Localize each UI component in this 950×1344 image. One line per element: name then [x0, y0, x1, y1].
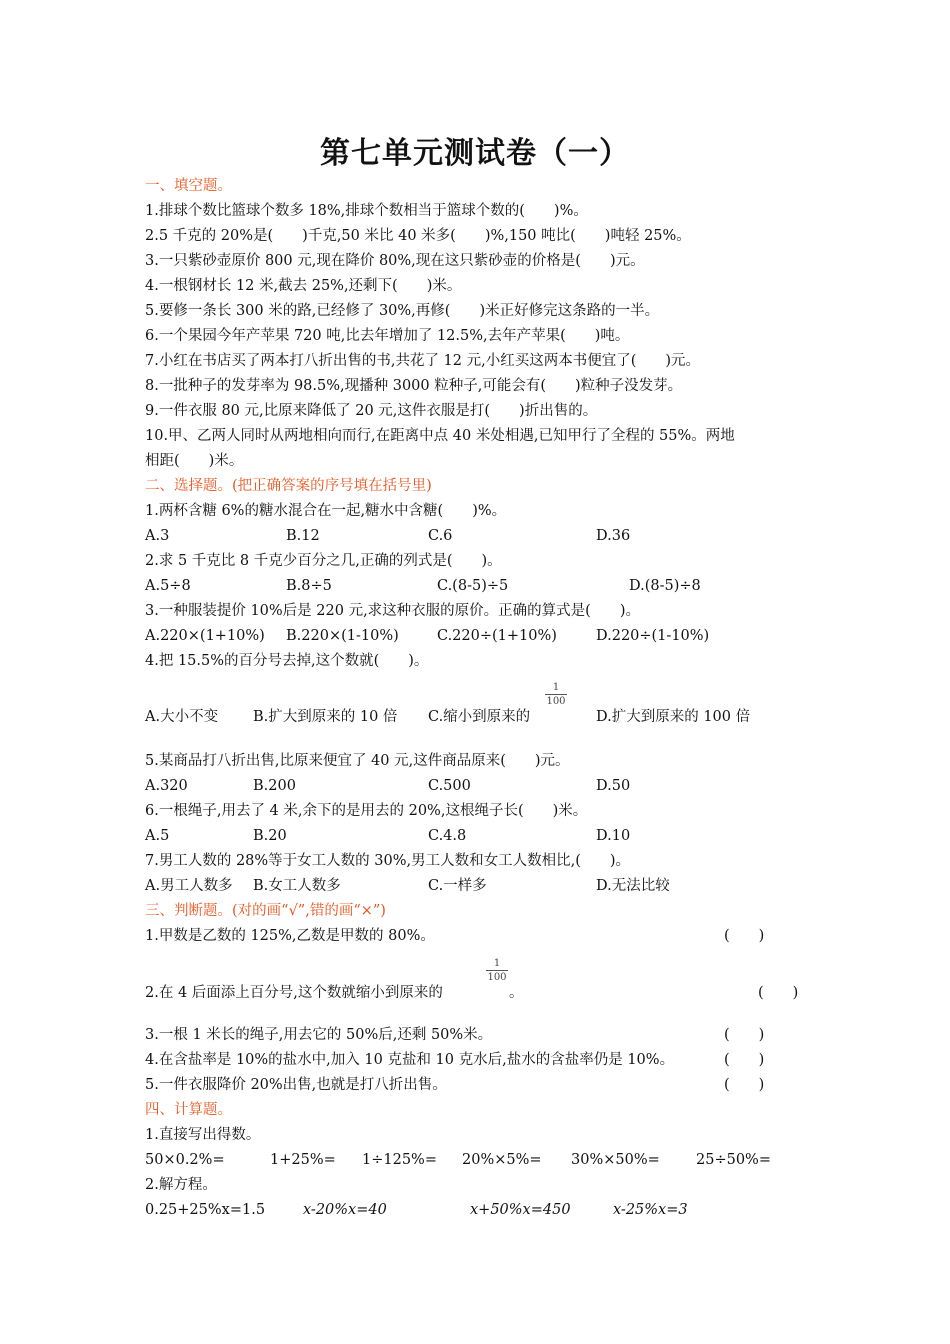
statement: 3.一根 1 米长的绳子,用去它的 50%后,还剩 50%米。: [145, 1027, 493, 1043]
fraction-one-hundredth: [486, 958, 508, 983]
answer-parens[interactable]: ( ): [724, 1052, 765, 1068]
statement: 5.一件衣服降价 20%出售,也就是打八折出售。: [145, 1077, 447, 1093]
statement: [145, 983, 443, 1003]
question: 9.一件衣服 80 元,比原来降低了 20 元,这件衣服是打( )折出售的。: [145, 403, 598, 419]
fraction-denominator: 100: [487, 972, 507, 983]
option: B.12: [286, 528, 320, 544]
question: 4.一根钢材长 12 米,截去 25%,还剩下( )米。: [145, 278, 462, 294]
fraction-denominator: 100: [546, 696, 566, 707]
option: C.6: [428, 528, 453, 544]
option: C.一样多: [428, 878, 487, 894]
option: D.220÷(1-10%): [596, 628, 710, 644]
question: 4.把 15.5%的百分号去掉,这个数就( )。: [145, 653, 429, 669]
option: D.10: [596, 828, 631, 844]
option: D.无法比较: [596, 878, 670, 894]
question: 1.直接写出得数。: [145, 1127, 261, 1143]
option: A.220×(1+10%): [145, 628, 265, 644]
option: B.女工人数多: [253, 878, 341, 894]
question: 1.两杯含糖 6%的糖水混合在一起,糖水中含糖( )%。: [145, 503, 507, 519]
question: 7.小红在书店买了两本打八折出售的书,共花了 12 元,小红买这两本书便宜了( )元。: [145, 353, 701, 369]
option: D.扩大到原来的 100 倍: [596, 709, 751, 725]
question: 3.一只紫砂壶原价 800 元,现在降价 80%,现在这只紫砂壶的价格是( )元。: [145, 253, 645, 269]
statement-text: 2.在 4 后面添上百分号,这个数就缩小到原来的: [145, 985, 443, 1001]
option: D.(8-5)÷8: [629, 578, 701, 594]
section-heading-choice: 二、选择题。(把正确答案的序号填在括号里): [145, 478, 432, 494]
question-continued: 相距( )米。: [145, 453, 244, 469]
question: 3.一种服装提价 10%后是 220 元,求这种衣服的原价。正确的算式是( )。: [145, 603, 640, 619]
answer-parens[interactable]: ( ): [724, 1077, 765, 1093]
page-title: 第七单元测试卷（一）: [320, 136, 630, 171]
option: B.8÷5: [286, 578, 332, 594]
question: 5.某商品打八折出售,比原来便宜了 40 元,这件商品原来( )元。: [145, 753, 570, 769]
option: C.缩小到原来的: [428, 709, 531, 725]
question: 6.一个果园今年产苹果 720 吨,比去年增加了 12.5%,去年产苹果( )吨。: [145, 328, 630, 344]
expression: 50×0.2%=: [145, 1152, 225, 1168]
fraction-numerator: 1: [493, 958, 501, 969]
option: C.220÷(1+10%): [437, 628, 557, 644]
option: B.220×(1-10%): [286, 628, 399, 644]
expression: 1+25%=: [270, 1152, 336, 1168]
option: D.50: [596, 778, 631, 794]
option: C.500: [428, 778, 471, 794]
answer-parens[interactable]: ( ): [724, 1027, 765, 1043]
option: D.36: [596, 528, 631, 544]
question: 2.求 5 千克比 8 千克少百分之几,正确的列式是( )。: [145, 553, 502, 569]
answer-parens[interactable]: ( ): [758, 985, 799, 1001]
section-heading-judge: 三、判断题。(对的画“√”,错的画“×”): [145, 903, 386, 919]
expression: 30%×50%=: [571, 1152, 660, 1168]
question: 10.甲、乙两人同时从两地相向而行,在距离中点 40 米处相遇,已知甲行了全程的 55%。两地: [145, 428, 735, 444]
option: A.5÷8: [145, 578, 191, 594]
question: 8.一批种子的发芽率为 98.5%,现播种 3000 粒种子,可能会有( )粒种子没发芽。: [145, 378, 683, 394]
option: A.大小不变: [145, 709, 219, 725]
question: 2.5 千克的 20%是( )千克,50 米比 40 米多( )%,150 吨比( )吨轻 25%。: [145, 228, 691, 244]
question: 2.解方程。: [145, 1177, 217, 1193]
equation: x-20%x=40: [303, 1202, 387, 1218]
equation: 0.25+25%x=1.5: [145, 1202, 266, 1218]
option: C.(8-5)÷5: [437, 578, 509, 594]
expression: 20%×5%=: [462, 1152, 542, 1168]
expression: 1÷125%=: [362, 1152, 437, 1168]
statement: 1.甲数是乙数的 125%,乙数是甲数的 80%。: [145, 928, 435, 944]
option: C.4.8: [428, 828, 467, 844]
fraction-one-hundredth: [545, 682, 567, 707]
option: A.320: [145, 778, 188, 794]
equation: x-25%x=3: [613, 1202, 688, 1218]
question: 1.排球个数比篮球个数多 18%,排球个数相当于篮球个数的( )%。: [145, 203, 588, 219]
statement: 4.在含盐率是 10%的盐水中,加入 10 克盐和 10 克水后,盐水的含盐率仍是 10%。: [145, 1052, 675, 1068]
question: 5.要修一条长 300 米的路,已经修了 30%,再修( )米正好修完这条路的一半。: [145, 303, 660, 319]
option: A.5: [145, 828, 170, 844]
option: A.3: [145, 528, 170, 544]
question: 6.一根绳子,用去了 4 米,余下的是用去的 20%,这根绳子长( )米。: [145, 803, 588, 819]
question: 7.男工人数的 28%等于女工人数的 30%,男工人数和女工人数相比,( )。: [145, 853, 631, 869]
section-heading-calc: 四、计算题。: [145, 1102, 232, 1118]
equation: x+50%x=450: [470, 1202, 571, 1218]
option: B.扩大到原来的 10 倍: [253, 709, 398, 725]
option: A.男工人数多: [145, 878, 233, 894]
answer-parens[interactable]: ( ): [724, 928, 765, 944]
section-heading-fill: 一、填空题。: [145, 178, 232, 194]
statement-end: 。: [509, 985, 524, 1001]
fraction-numerator: 1: [552, 682, 560, 693]
option: B.20: [253, 828, 287, 844]
expression: 25÷50%=: [696, 1152, 771, 1168]
option: B.200: [253, 778, 296, 794]
